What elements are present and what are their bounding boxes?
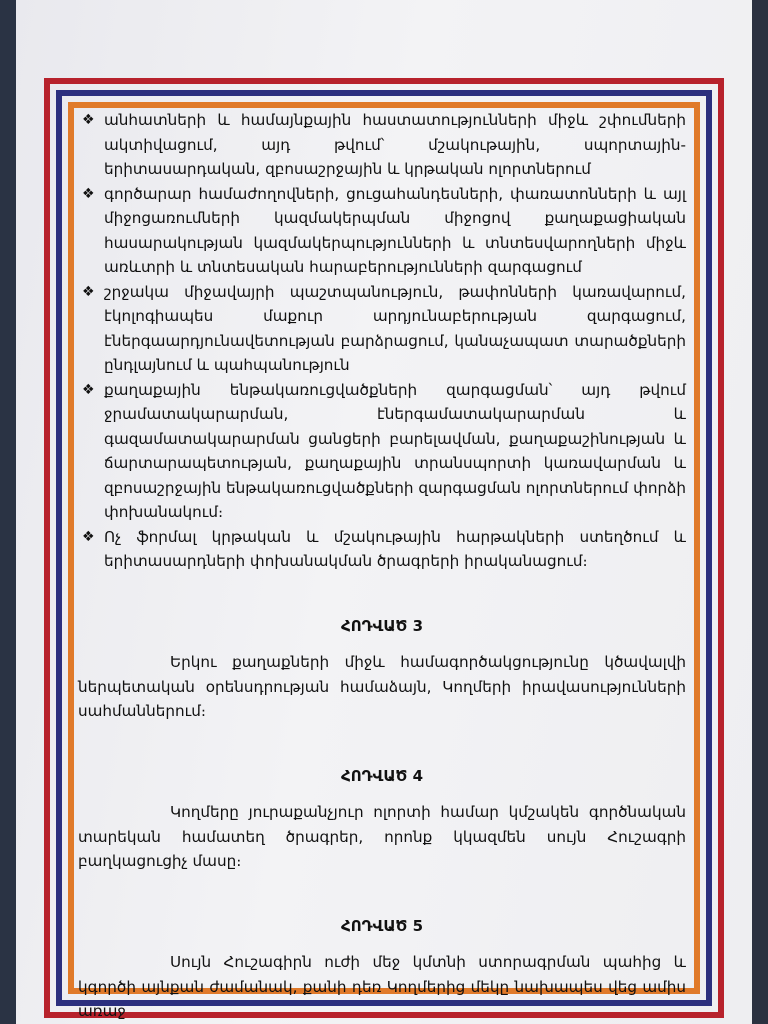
- article-4-text: Կողմերը յուրաքանչյուր ոլորտի համար կմշակեն գործնական տարեկան համատեղ ծրագրեր, որոնք կկազմեն սույն Հուշագրի բաղկացուցիչ մասը։: [78, 803, 686, 870]
- list-item-text: անհատների և համայնքային հաստատությունների միջև շփումների ակտիվացում, այդ թվում՝ մշակութային, սպորտային-երիտասարդական, զբոսաշրջային և կրթական ոլորտներում: [104, 111, 686, 178]
- list-item: [78, 280, 686, 378]
- diamond-bullet-icon: ❖: [82, 185, 95, 202]
- list-item: [78, 378, 686, 525]
- diamond-bullet-icon: ❖: [82, 381, 95, 398]
- list-item-text: գործարար համաժողովների, ցուցահանդեսների, փառատոնների և այլ միջոցառումների կազմակերպման միջոցով քաղաքացիական հասարակության կազմակերպությունների և տնտեսվարողների միջև առևտրի և տնտեսական հարաբերությունների զարգացում: [104, 184, 686, 276]
- list-item: [78, 525, 686, 574]
- list-item-text: Ոչ ֆորմալ կրթական և մշակութային հարթակների ստեղծում և երիտասարդների փոխանակման ծրագրերի իրականացում։: [104, 527, 686, 570]
- article-5-text: Սույն Հուշագիրն ուժի մեջ կմտնի ստորագրման պահից և կգործի այնքան ժամանակ, քանի դեռ Կողմերից մեկը նախապես վեց ամիս առաջ: [78, 953, 686, 1020]
- list-item-text: շրջակա միջավայրի պաշտպանություն, թափոնների կառավարում, էկոլոգիապես մաքուր արդյունաբերության զարգացում, էներգաարդյունավետության բարձրացում, կանաչապատ տարածքների ընդլայնում և պահպանություն: [104, 282, 686, 374]
- list-item: [78, 182, 686, 280]
- article-5-heading: ՀՈԴՎԱԾ 5: [340, 916, 424, 935]
- diamond-bullet-icon: ❖: [82, 528, 95, 545]
- article-4-heading: ՀՈԴՎԱԾ 4: [340, 766, 424, 785]
- list-item: [78, 108, 686, 182]
- document-body: [78, 108, 686, 1024]
- article-3-heading: ՀՈԴՎԱԾ 3: [340, 616, 424, 635]
- diamond-bullet-icon: ❖: [82, 112, 95, 128]
- list-item-text: քաղաքային ենթակառուցվածքների զարգացման՝ այդ թվում ջրամատակարարման, էներգամատակարարման և գազամատակարարման ցանցերի բարելավման, քաղաքաշինության և ճարտարապետության, քաղաքային տրանսպորտի կառավարման և զբոսաշրջային ենթակառուցվածքների զարգացման ոլորտներում փորձի փոխանակում։: [104, 380, 686, 521]
- article-3-text: Երկու քաղաքների միջև համագործակցությունը կծավալվի ներպետական օրենսդրության համաձայն, Կողմերի իրավասությունների սահմաններում։: [78, 653, 686, 720]
- diamond-bullet-icon: ❖: [82, 283, 95, 300]
